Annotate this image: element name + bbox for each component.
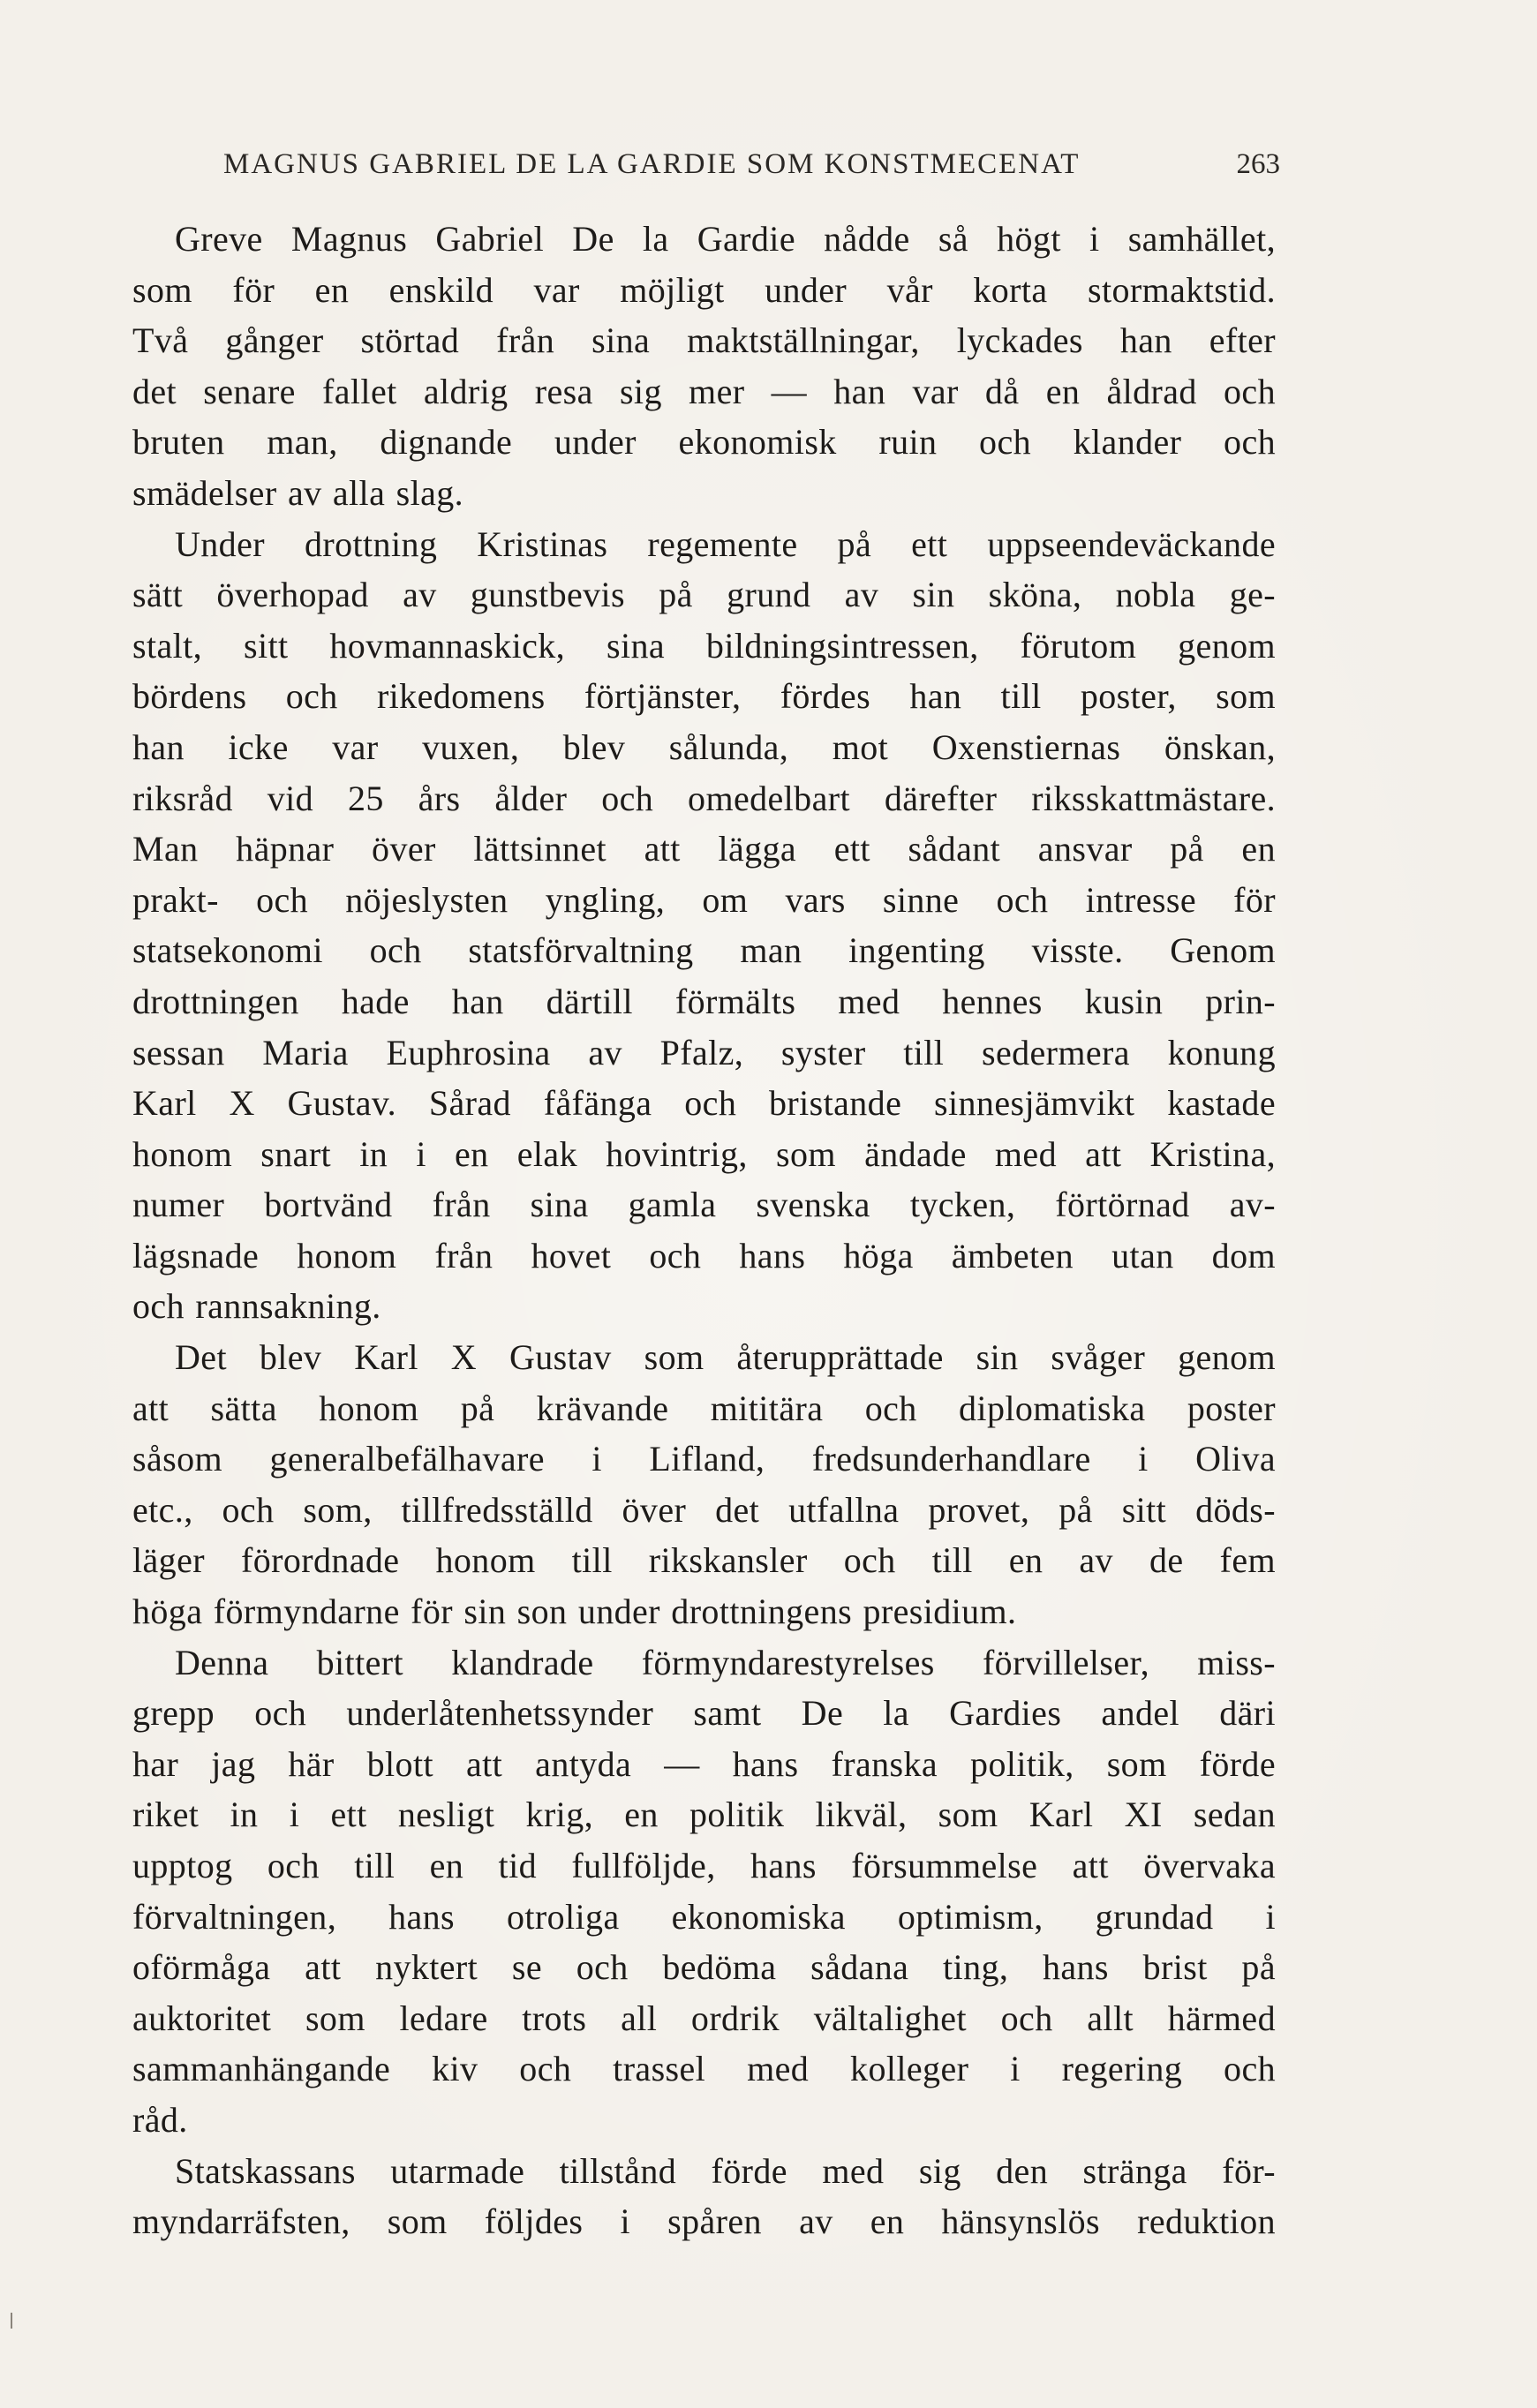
paragraph-3 [132,1332,1276,1637]
body-text [132,214,1276,2247]
text-line: sessan Maria Euphrosina av Pfalz, syster till sedermera konung [132,1032,1276,1072]
text-line: bruten man, dignande under ekonomisk ruin och klander och [132,422,1276,463]
text-line: prakt- och nöjeslysten yngling, om vars sinne och intresse för [132,879,1276,920]
text-line: Denna bittert klandrade förmyndarestyrelses förvillelser, miss- [175,1642,1276,1682]
text-line: bördens och rikedomens förtjänster, fördes han till poster, som [132,676,1276,717]
text-line: såsom generalbefälhavare i Lifland, fredsunderhandlare i Oliva [132,1439,1276,1479]
text-line: förvaltningen, hans otroliga ekonomiska optimism, grundad i [132,1896,1276,1937]
running-title: MAGNUS GABRIEL DE LA GARDIE SOM KONSTMECENAT [223,148,1081,180]
text-line: grepp och underlåtenhetssynder samt De la Gardies andel däri [132,1693,1276,1734]
text-line: riksråd vid 25 års ålder och omedelbart därefter riksskattmästare. [132,778,1276,818]
text-line: numer bortvänd från sina gamla svenska tycken, förtörnad av- [132,1185,1276,1225]
scan-edge-mark [11,2313,12,2329]
text-line: höga förmyndarne för sin son under drottningens presidium. [132,1592,1017,1632]
text-line: Greve Magnus Gabriel De la Gardie nådde så högt i samhället, [175,219,1276,259]
text-line: Karl X Gustav. Sårad fåfänga och bristande sinnesjämvikt kastade [132,1083,1276,1124]
paragraph-5 [132,2146,1276,2247]
running-head [181,141,1280,187]
text-line: råd. [132,2099,188,2140]
paragraph-4 [132,1637,1276,2146]
text-line: stalt, sitt hovmannaskick, sina bildningsintressen, förutom genom [132,625,1276,666]
text-line: sätt överhopad av gunstbevis på grund av sin sköna, nobla ge- [132,575,1276,615]
text-line: har jag här blott att antyda — hans franska politik, som förde [132,1743,1276,1784]
text-line: auktoritet som ledare trots all ordrik vältalighet och allt härmed [132,1998,1276,2038]
text-line: drottningen hade han därtill förmälts med hennes kusin prin- [132,981,1276,1021]
text-line: som för en enskild var möjligt under vår korta stormaktstid. [132,269,1276,310]
text-line: han icke var vuxen, blev sålunda, mot Oxenstiernas önskan, [132,726,1276,767]
text-line: etc., och som, tillfredsställd över det utfallna provet, på sitt döds- [132,1489,1276,1530]
text-line: upptog och till en tid fullföljde, hans försummelse att övervaka [132,1846,1276,1885]
text-line: smädelser av alla slag. [132,472,464,513]
text-line: oförmåga att nyktert se och bedöma sådana ting, hans brist på [132,1947,1276,1988]
text-line: Två gånger störtad från sina maktställningar, lyckades han efter [132,320,1276,361]
text-line: Statskassans utarmade tillstånd förde med sig den stränga för- [175,2150,1276,2191]
text-line: Det blev Karl X Gustav som återupprättade sin svåger genom [175,1337,1276,1378]
text-line: lägsnade honom från hovet och hans höga ämbeten utan dom [132,1235,1276,1275]
text-line: statsekonomi och statsförvaltning man ingenting visste. Genom [132,930,1276,971]
text-line: det senare fallet aldrig resa sig mer — han var då en åldrad och [132,371,1276,411]
text-line: Under drottning Kristinas regemente på ett uppseendeväckande [175,523,1276,564]
text-line: Man häpnar över lättsinnet att lägga ett sådant ansvar på en [132,829,1276,869]
text-line: honom snart in i en elak hovintrig, som ändade med att Kristina, [132,1133,1276,1174]
text-line: riket in i ett nesligt krig, en politik likväl, som Karl XI sedan [132,1795,1276,1835]
paragraph-2 [132,519,1276,1333]
page-number: 263 [1236,148,1280,180]
text-line: sammanhängande kiv och trassel med kolleger i regering och [132,2049,1276,2089]
text-line: läger förordnade honom till rikskansler och till en av de fem [132,1540,1276,1581]
text-line: att sätta honom på krävande mititära och diplomatiska poster [132,1388,1276,1428]
text-line: och rannsakning. [132,1286,381,1327]
text-line: myndarräfsten, som följdes i spåren av en hänsynslös reduktion [132,2201,1276,2242]
paragraph-1 [132,214,1276,519]
